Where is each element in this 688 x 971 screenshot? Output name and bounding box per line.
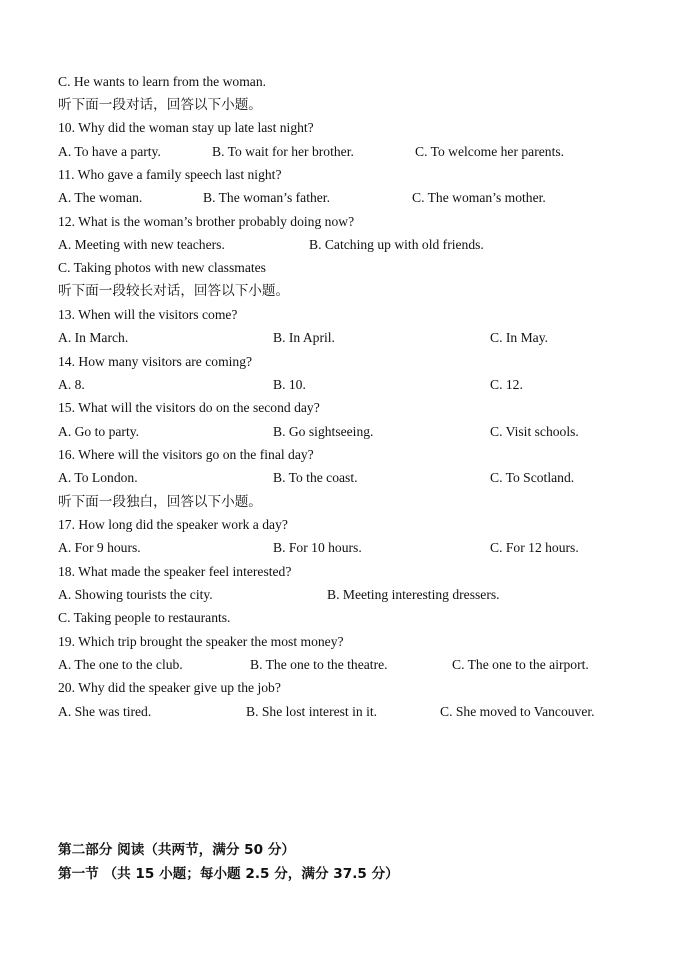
question-13: 13. When will the visitors come? (58, 307, 238, 322)
option-15b: B. Go sightseeing. (273, 424, 374, 439)
section-heading: 听下面一段对话，回答以下小题。 (58, 97, 262, 113)
option-14b: B. 10. (273, 377, 306, 392)
option-16b: B. To the coast. (273, 470, 358, 485)
option-20a: A. She was tired. (58, 704, 152, 719)
option-20c: C. She moved to Vancouver. (440, 704, 595, 719)
question-20: 20. Why did the speaker give up the job? (58, 680, 281, 695)
question-11: 11. Who gave a family speech last night? (58, 167, 282, 182)
question-18: 18. What made the speaker feel interested? (58, 564, 292, 579)
option-19b: B. The one to the theatre. (250, 657, 388, 672)
question-19: 19. Which trip brought the speaker the most money? (58, 634, 344, 649)
option-11c: C. The woman’s mother. (412, 190, 546, 205)
option-18a: A. Showing tourists the city. (58, 587, 213, 602)
option-12b: B. Catching up with old friends. (309, 237, 484, 252)
question-12: 12. What is the woman’s brother probably doing now? (58, 214, 355, 229)
question-10: 10. Why did the woman stay up late last night? (58, 120, 314, 135)
option-10b: B. To wait for her brother. (212, 144, 354, 159)
option-14c: C. 12. (490, 377, 523, 392)
subsection-heading: 第一节 （共 15 小题；每小题 2.5 分，满分 37.5 分） (58, 866, 399, 882)
option-17b: B. For 10 hours. (273, 540, 362, 555)
option-13a: A. In March. (58, 330, 129, 345)
section-heading: 听下面一段独白，回答以下小题。 (58, 494, 262, 510)
option-12c: C. Taking photos with new classmates (58, 260, 266, 275)
option-17a: A. For 9 hours. (58, 540, 141, 555)
option-11a: A. The woman. (58, 190, 143, 205)
section-heading: 听下面一段较长对话，回答以下小题。 (58, 283, 290, 299)
option-16c: C. To Scotland. (490, 470, 575, 485)
option-11b: B. The woman’s father. (203, 190, 330, 205)
option-19a: A. The one to the club. (58, 657, 183, 672)
option-15c: C. Visit schools. (490, 424, 579, 439)
question-15: 15. What will the visitors do on the second day? (58, 400, 320, 415)
option-13c: C. In May. (490, 330, 549, 345)
option-18b: B. Meeting interesting dressers. (327, 587, 500, 602)
option-10c: C. To welcome her parents. (415, 144, 565, 159)
question-17: 17. How long did the speaker work a day? (58, 517, 288, 532)
option-10a: A. To have a party. (58, 144, 161, 159)
question-14: 14. How many visitors are coming? (58, 354, 253, 369)
option-14a: A. 8. (58, 377, 85, 392)
option-12a: A. Meeting with new teachers. (58, 237, 225, 252)
option-13b: B. In April. (273, 330, 335, 345)
option-17c: C. For 12 hours. (490, 540, 579, 555)
option-18c: C. Taking people to restaurants. (58, 610, 231, 625)
question-16: 16. Where will the visitors go on the final day? (58, 447, 314, 462)
option-9c: C. He wants to learn from the woman. (58, 74, 267, 89)
option-19c: C. The one to the airport. (452, 657, 589, 672)
part-heading: 第二部分 阅读（共两节，满分 50 分） (58, 842, 296, 858)
option-16a: A. To London. (58, 470, 138, 485)
option-15a: A. Go to party. (58, 424, 140, 439)
option-20b: B. She lost interest in it. (246, 704, 378, 719)
